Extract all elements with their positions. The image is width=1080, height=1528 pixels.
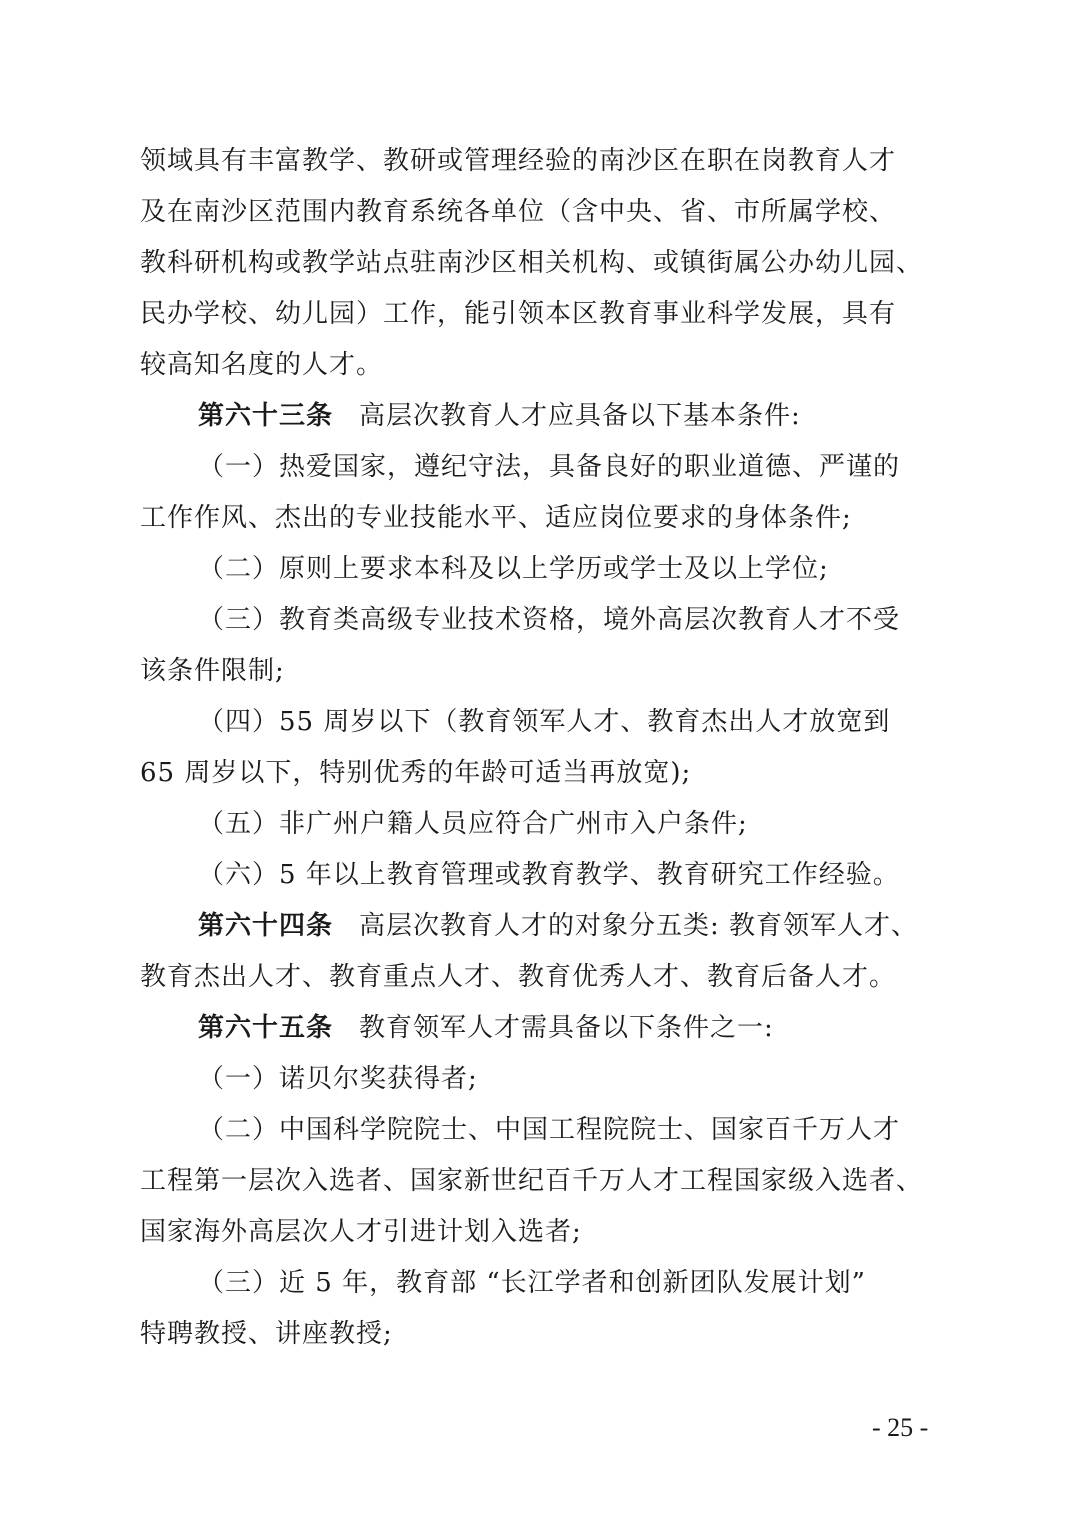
text-line: 民办学校、幼儿园）工作，能引领本区教育事业科学发展，具有 xyxy=(140,299,897,329)
list-item: （二）中国科学院院士、中国工程院院士、国家百千万人才 xyxy=(198,1115,901,1145)
text-line: 特聘教授、讲座教授; xyxy=(140,1319,393,1349)
article-number: 第六十四条 xyxy=(198,911,334,941)
text-line: 较高知名度的人才。 xyxy=(140,350,384,380)
text-line: 65 周岁以下，特别优秀的年龄可适当再放宽); xyxy=(140,758,692,788)
list-item: （三）近 5 年，教育部 “长江学者和创新团队发展计划” xyxy=(198,1268,866,1298)
article-text: 高层次教育人才的对象分五类: 教育领军人才、 xyxy=(359,911,919,941)
list-item: （一）诺贝尔奖获得者; xyxy=(198,1064,478,1094)
text-line: 该条件限制; xyxy=(140,656,285,686)
text-line: 及在南沙区范围内教育系统各单位（含中央、省、市所属学校、 xyxy=(140,197,897,227)
list-item: （四）55 周岁以下（教育领军人才、教育杰出人才放宽到 xyxy=(198,707,891,737)
list-item: （一）热爱国家，遵纪守法，具备良好的职业道德、严谨的 xyxy=(198,452,901,482)
text-line: 工程第一层次入选者、国家新世纪百千万人才工程国家级入选者、 xyxy=(140,1166,924,1196)
article-63-heading xyxy=(140,391,960,442)
text-line: 教科研机构或教学站点驻南沙区相关机构、或镇街属公办幼儿园、 xyxy=(140,248,924,278)
text-line: 教育杰出人才、教育重点人才、教育优秀人才、教育后备人才。 xyxy=(140,962,897,992)
list-item: （三）教育类高级专业技术资格，境外高层次教育人才不受 xyxy=(198,605,901,635)
article-number: 第六十五条 xyxy=(198,1013,334,1043)
article-65-heading xyxy=(140,1003,960,1054)
list-item: （二）原则上要求本科及以上学历或学士及以上学位; xyxy=(198,554,829,584)
article-text: 高层次教育人才应具备以下基本条件: xyxy=(359,401,801,431)
text-line: 国家海外高层次人才引进计划入选者; xyxy=(140,1217,582,1247)
text-line: 领域具有丰富教学、教研或管理经验的南沙区在职在岗教育人才 xyxy=(140,146,897,176)
page-number: - 25 - xyxy=(872,1413,929,1442)
article-number: 第六十三条 xyxy=(198,401,334,431)
body-text xyxy=(140,136,960,1360)
text-line: 工作作风、杰出的专业技能水平、适应岗位要求的身体条件; xyxy=(140,503,852,533)
list-item: （五）非广州户籍人员应符合广州市入户条件; xyxy=(198,809,748,839)
article-64-heading xyxy=(140,901,960,952)
article-text: 教育领军人才需具备以下条件之一: xyxy=(359,1013,774,1043)
list-item: （六）5 年以上教育管理或教育教学、教育研究工作经验。 xyxy=(198,860,900,890)
